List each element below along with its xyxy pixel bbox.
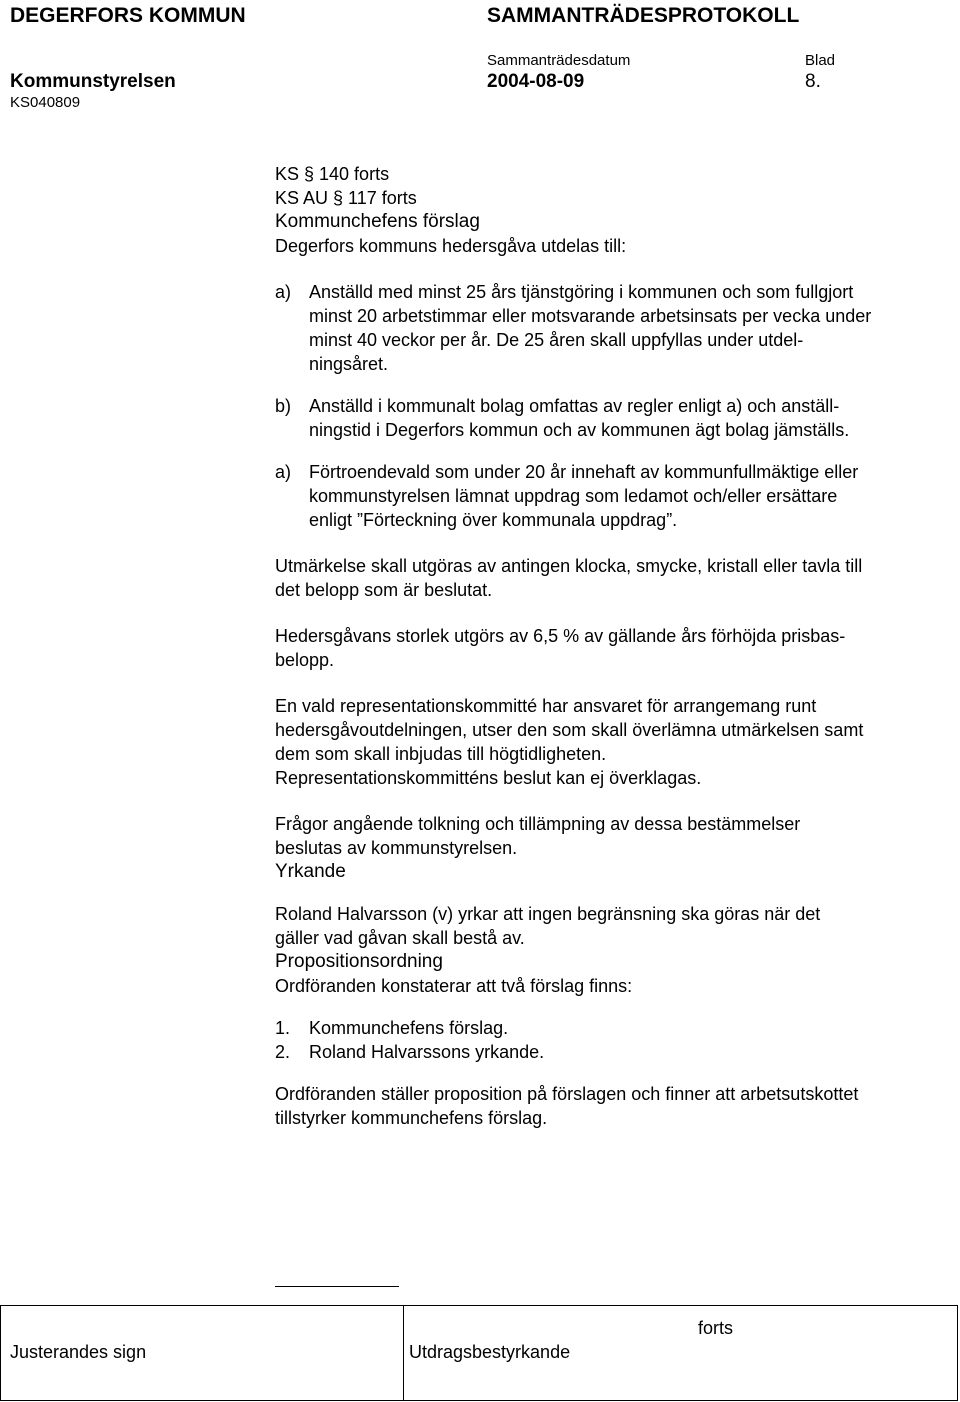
body-name: Kommunstyrelsen <box>10 71 176 92</box>
list-item-a-elected <box>275 460 955 532</box>
paragraph-fragor <box>275 812 955 860</box>
list-text: Roland Halvarssons yrkande. <box>309 1042 545 1062</box>
item-line: Förtroendevald som under 20 år innehaft av kommunfullmäktige eller <box>309 462 859 482</box>
list-number: 2. <box>275 1042 291 1062</box>
end-rule <box>275 1286 399 1287</box>
list-text: Kommunchefens förslag. <box>309 1018 509 1038</box>
paragraph-konstaterar: Ordföranden konstaterar att två förslag finns: <box>275 976 633 996</box>
item-marker: a) <box>275 462 292 482</box>
paragraph-line: Ordföranden ställer proposition på förslagen och finner att arbetsutskottet <box>275 1084 859 1104</box>
item-line: kommunstyrelsen lämnat uppdrag som ledamot och/eller ersättare <box>309 486 838 506</box>
paragraph-line: belopp. <box>275 650 335 670</box>
paragraph-yrkande <box>275 902 955 950</box>
paragraph-line: Roland Halvarsson (v) yrkar att ingen begränsning ska göras när det <box>275 904 821 924</box>
item-marker: a) <box>275 282 292 302</box>
item-line: Anställd med minst 25 års tjänstgöring i kommunen och som fullgjort <box>309 282 854 302</box>
page-number: 8. <box>805 71 821 92</box>
intro-paragraph: Degerfors kommuns hedersgåva utdelas till: <box>275 236 627 256</box>
item-line: ningstid i Degerfors kommun och av kommunen ägt bolag jämställs. <box>309 420 850 440</box>
paragraph-line: beslutas av kommunstyrelsen. <box>275 838 518 858</box>
list-item-a-employee <box>275 280 955 376</box>
item-line: minst 40 veckor per år. De 25 åren skall uppfyllas under utdel- <box>309 330 804 350</box>
section-yrkande: Yrkande <box>275 861 346 882</box>
paragraph-line: Hedersgåvans storlek utgörs av 6,5 % av gällande års förhöjda prisbas- <box>275 626 846 646</box>
list-number: 1. <box>275 1018 291 1038</box>
org-name: DEGERFORS KOMMUN <box>10 4 246 27</box>
date-label: Sammanträdesdatum <box>487 52 631 69</box>
list-item <box>275 1040 955 1064</box>
forts-label: forts <box>698 1318 734 1338</box>
meeting-date: 2004-08-09 <box>487 71 585 92</box>
list-item-b-company <box>275 394 955 442</box>
paragraph-line: En vald representationskommitté har ansvaret för arrangemang runt <box>275 696 817 716</box>
document-body <box>275 162 955 1130</box>
paragraph-line: dem som skall inbjudas till högtidligheten. <box>275 744 607 764</box>
item-line: minst 20 arbetstimmar eller motsvarande arbetsinsats per vecka under <box>309 306 872 326</box>
paragraph-utmarkelse <box>275 554 955 602</box>
page-label: Blad <box>805 52 836 69</box>
section-kommunchefens-forslag: Kommunchefens förslag <box>275 211 480 232</box>
footer-divider <box>403 1306 404 1400</box>
utdragsbestyrkande-label: Utdragsbestyrkande <box>409 1342 571 1362</box>
document-type: SAMMANTRÄDESPROTOKOLL <box>487 4 800 27</box>
paragraph-line: tillstyrker kommunchefens förslag. <box>275 1108 548 1128</box>
section-propositionsordning: Propositionsordning <box>275 951 443 972</box>
paragraph-line: gäller vad gåvan skall bestå av. <box>275 928 525 948</box>
heading-ks: KS § 140 forts <box>275 164 390 184</box>
paragraph-proposition <box>275 1082 955 1130</box>
document-ref: KS040809 <box>10 94 81 111</box>
paragraph-storlek <box>275 624 955 672</box>
paragraph-beslut: Representationskommitténs beslut kan ej överklagas. <box>275 768 702 788</box>
paragraph-line: Frågor angående tolkning och tillämpning av dessa bestämmelser <box>275 814 801 834</box>
item-marker: b) <box>275 396 292 416</box>
paragraph-line: hedersgåvoutdelningen, utser den som skall överlämna utmärkelsen samt <box>275 720 864 740</box>
paragraph-line: det belopp som är beslutat. <box>275 580 493 600</box>
heading-ks-au: KS AU § 117 forts <box>275 188 417 208</box>
paragraph-kommitte <box>275 694 955 766</box>
numbered-list <box>275 1016 955 1064</box>
item-line: ningsåret. <box>309 354 389 374</box>
item-line: enligt ”Förteckning över kommunala uppdrag”. <box>309 510 678 530</box>
paragraph-line: Utmärkelse skall utgöras av antingen klocka, smycke, kristall eller tavla till <box>275 556 863 576</box>
justerandes-sign-label: Justerandes sign <box>10 1342 147 1362</box>
item-line: Anställd i kommunalt bolag omfattas av regler enligt a) och anställ- <box>309 396 840 416</box>
list-item <box>275 1016 955 1040</box>
